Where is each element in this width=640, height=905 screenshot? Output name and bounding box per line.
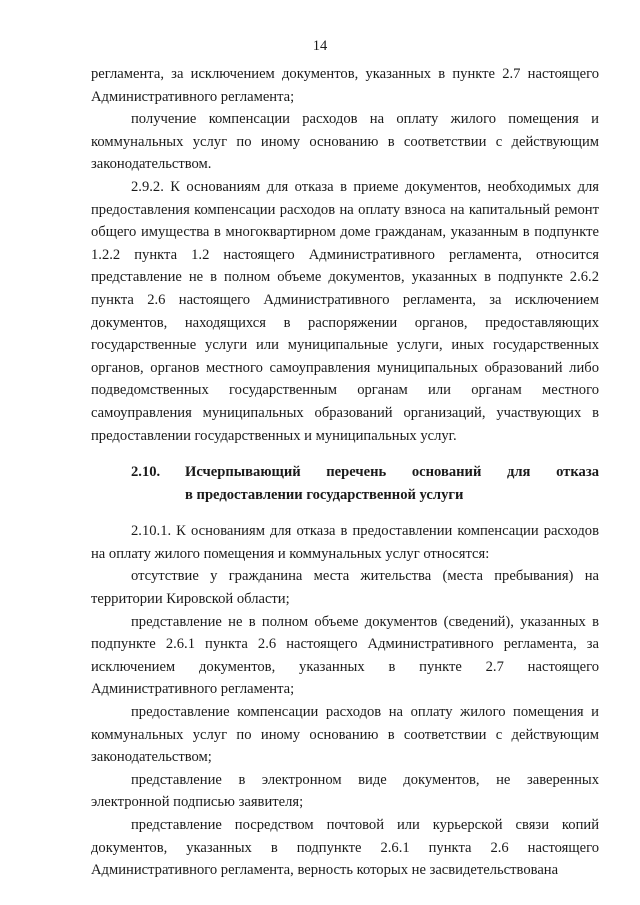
paragraph-clause-2-9-2: 2.9.2. К основаниям для отказа в приеме документов, необходимых для предоставления компенсации расходов на оплату взноса на капитальный ремонт общего имущества в многоквартирном доме гражданам, указанным в подпункте 1.2.2 пункта 1.2 настоящего Административного регламента, относится представление не в полном объеме документов, указанных в подпункте 2.6.2 пункта 2.6 настоящего Административного регламента, за исключением документов, находящихся в распоряжении органов, предоставляющих государственные услуги или муниципальные услуги, иных государственных органов, органов местного самоуправления муниципальных образований либо подведомственных государственным органам или органам местного самоуправления муниципальных образований организаций, участвующих в предоставлении государственных и муниципальных услуг. (91, 178, 599, 444)
paragraph-list-item: представление не в полном объеме документов (сведений), указанных в подпункте 2.6.1 пункта 2.6 настоящего Административного регламента, за исключением документов, указанных в пункте 2.7 настоящего Административного регламента; (91, 613, 599, 698)
paragraph-list-item: предоставление компенсации расходов на оплату жилого помещения и коммунальных услуг по иному основанию в соответствии с действующим законодательством; (91, 704, 599, 766)
page-body (91, 63, 599, 882)
section-heading (91, 461, 599, 506)
paragraph-list-item: представление посредством почтовой или курьерской связи копий документов, указанных в подпункте 2.6.1 пункта 2.6 настоящего Административного регламента, верность которых не засвидетельствована (91, 817, 599, 879)
section-heading-title (185, 461, 599, 506)
paragraph-list-item: отсутствие у гражданина места жительства (места пребывания) на территории Кировской области; (91, 568, 599, 608)
section-heading-number: 2.10. (131, 464, 161, 481)
paragraph-list-item: представление в электронном виде документов, не заверенных электронной подписью заявителя; (91, 771, 599, 811)
paragraph-continuation: регламента, за исключением документов, указанных в пункте 2.7 настоящего Административного регламента; (91, 66, 599, 105)
paragraph-list-item: получение компенсации расходов на оплату жилого помещения и коммунальных услуг по иному основанию в соответствии с действующим законодательством. (91, 111, 599, 173)
paragraph-clause-2-10-1: 2.10.1. К основаниям для отказа в предоставлении компенсации расходов на оплату жилого помещения и коммунальных услуг относятся: (91, 523, 599, 562)
section-heading-title-line-1: Исчерпывающий перечень оснований для отказа (185, 464, 599, 481)
section-heading-title-line-2: в предоставлении государственной услуги (185, 486, 464, 503)
page-number: 14 (312, 38, 328, 54)
